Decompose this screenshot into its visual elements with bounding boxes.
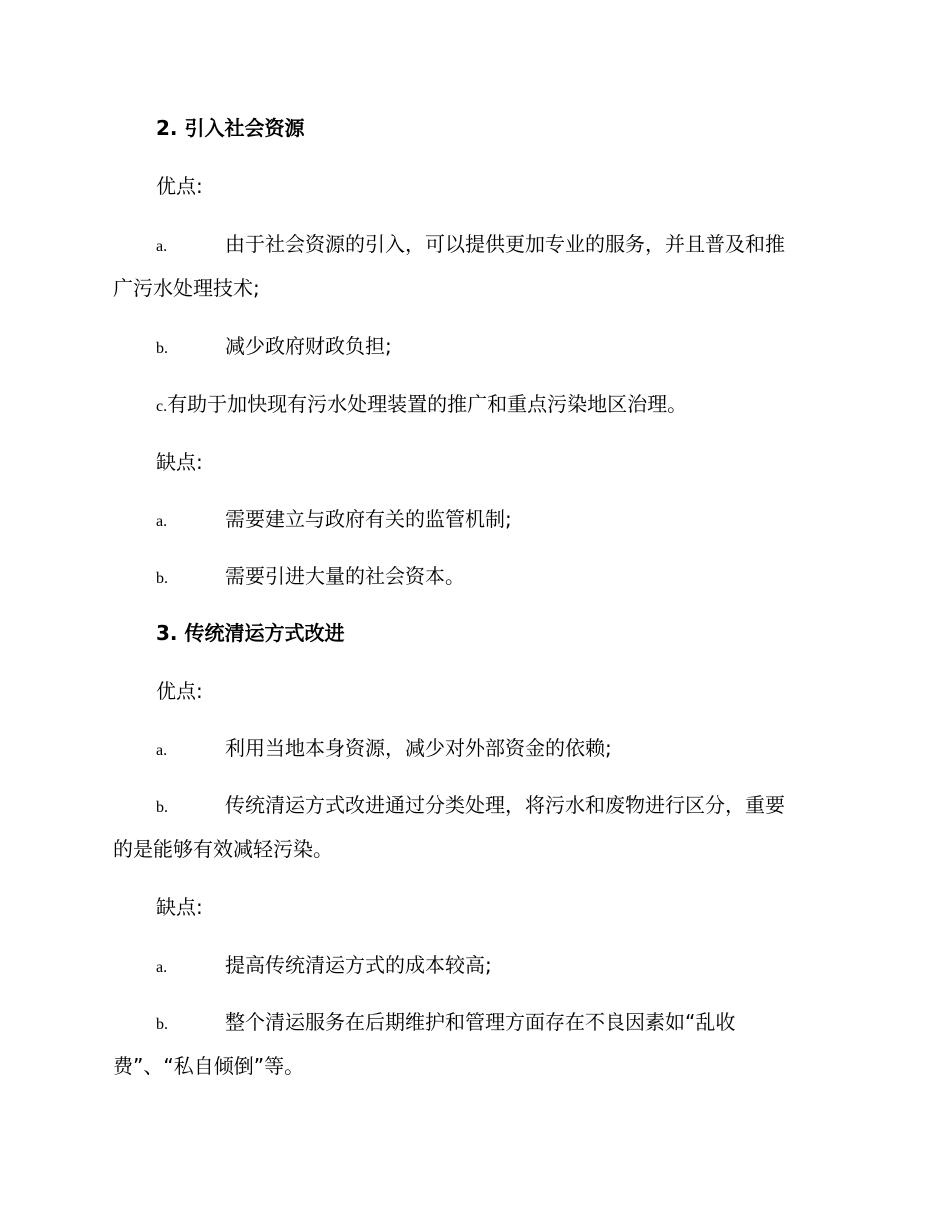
list-item — [156, 791, 168, 822]
list-marker: b. — [156, 340, 168, 357]
list-marker: b. — [156, 1016, 168, 1033]
list-marker: b. — [156, 570, 168, 587]
list-marker: b. — [156, 799, 168, 816]
list-item-text: 传统清运方式改进通过分类处理，将污水和废物进行区分，重要 — [225, 793, 785, 817]
list-item — [156, 951, 167, 982]
list-item-text-continued: 的是能够有效减轻污染。 — [113, 837, 333, 861]
pros-label: 优点: — [156, 174, 203, 198]
list-item — [156, 1008, 168, 1039]
list-item-text: 需要建立与政府有关的监管机制; — [225, 507, 512, 531]
pros-label: 优点: — [156, 679, 203, 703]
list-item-text: 整个清运服务在后期维护和管理方面存在不良因素如“乱收 — [225, 1010, 736, 1034]
list-item-text: 有助于加快现有污水处理装置的推广和重点污染地区治理。 — [167, 392, 688, 416]
list-item-text-continued: 费”、“私自倾倒”等。 — [113, 1054, 305, 1078]
list-item — [156, 332, 168, 363]
cons-label: 缺点: — [156, 450, 203, 474]
list-item-text: 减少政府财政负担; — [225, 334, 392, 358]
cons-label: 缺点: — [156, 895, 203, 919]
list-item — [156, 230, 167, 261]
list-item — [156, 562, 168, 593]
list-item-text: 提高传统清运方式的成本较高; — [225, 953, 492, 977]
list-item — [156, 734, 167, 765]
list-marker: a. — [156, 238, 168, 255]
section-heading: 2. 引入社会资源 — [156, 116, 305, 140]
list-marker: a. — [156, 742, 168, 759]
list-marker: a. — [156, 513, 168, 530]
list-marker: a. — [156, 959, 168, 976]
list-item — [156, 505, 167, 536]
list-item — [156, 390, 687, 421]
list-item-text: 需要引进大量的社会资本。 — [225, 564, 465, 588]
list-item-text-continued: 广污水处理技术; — [113, 276, 260, 300]
list-marker: c. — [156, 398, 168, 415]
list-item-text: 利用当地本身资源，减少对外部资金的依赖; — [225, 736, 612, 760]
section-heading: 3. 传统清运方式改进 — [156, 621, 345, 645]
list-item-text: 由于社会资源的引入，可以提供更加专业的服务，并且普及和推 — [225, 232, 785, 256]
